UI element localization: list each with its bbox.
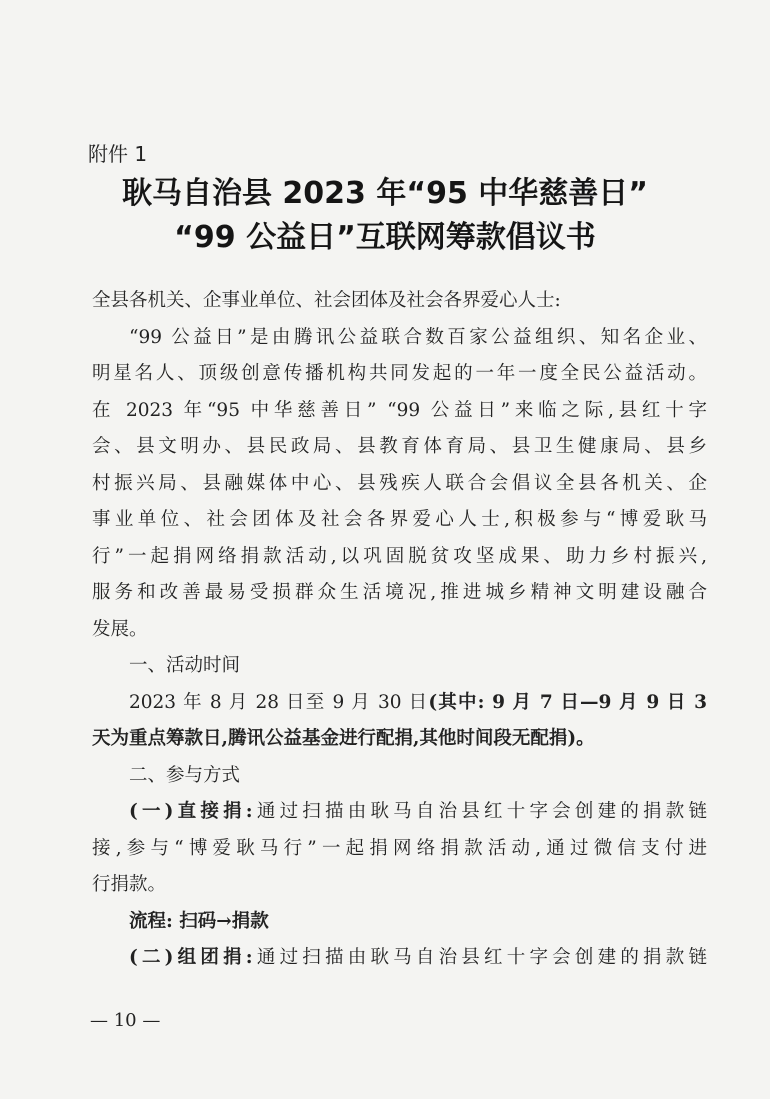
document-body (92, 283, 707, 977)
item-1-line-3: 行捐款。 (92, 874, 167, 895)
para1-line-8: 服务和改善最易受损群众生活境况,推进城乡精神文明建设融合 (92, 582, 707, 603)
item-1-line-2: 接,参与“博爱耿马行”一起捐网络捐款活动,通过微信支付进 (92, 837, 707, 859)
section-1-heading: 一、活动时间 (129, 655, 241, 676)
activity-dates: 2023 年 8 月 28 日至 9 月 30 日 (129, 691, 429, 713)
para1-line-2: 明星名人、顶级创意传播机构共同发起的一年一度全民公益活动。 (92, 363, 707, 384)
para1-line-1: “99 公益日”是由腾讯公益联合数百家公益组织、知名企业、 (129, 326, 707, 348)
item-1-line-1 (92, 794, 707, 831)
salutation: 全县各机关、企事业单位、社会团体及社会各界爱心人士: (92, 290, 561, 311)
flow-label: 流程: 扫码→捐款 (129, 910, 269, 932)
item-2-line-1 (92, 940, 707, 977)
para1-line-9: 发展。 (92, 618, 148, 640)
document-title-line-1: 耿马自治县 2023 年“95 中华慈善日” (121, 176, 648, 211)
document-title-line-2: “99 公益日”互联网筹款倡议书 (174, 220, 596, 255)
activity-time-line-1 (92, 685, 707, 722)
para1-line-5: 村振兴局、县融媒体中心、县残疾人联合会倡议全县各机关、企 (92, 472, 707, 494)
attachment-label: 附件 1 (88, 142, 148, 166)
item-1-label: (一)直接捐: (129, 801, 253, 822)
section-2-heading: 二、参与方式 (129, 764, 241, 786)
item-2-text: 通过扫描由耿马自治县红十字会创建的捐款链 (252, 947, 707, 968)
activity-time-line-2: 天为重点筹款日,腾讯公益基金进行配捐,其他时间段无配捐)。 (92, 728, 595, 749)
para1-line-4: 会、县文明办、县民政局、县教育体育局、县卫生健康局、县乡 (92, 436, 707, 457)
para1-line-3: 在 2023 年“95 中华慈善日” “99 公益日”来临之际,县红十字 (92, 399, 707, 421)
page-number: — 10 — (90, 1010, 161, 1031)
item-1-text: 通过扫描由耿马自治县红十字会创建的捐款链 (252, 801, 707, 822)
activity-key-days: (其中: 9 月 7 日—9 月 9 日 3 (428, 691, 707, 713)
para1-line-6: 事业单位、社会团体及社会各界爱心人士,积极参与“博爱耿马 (92, 509, 707, 530)
para1-line-7: 行”一起捐网络捐款活动,以巩固脱贫攻坚成果、助力乡村振兴, (92, 545, 707, 567)
item-2-label: (二)组团捐: (129, 947, 253, 968)
